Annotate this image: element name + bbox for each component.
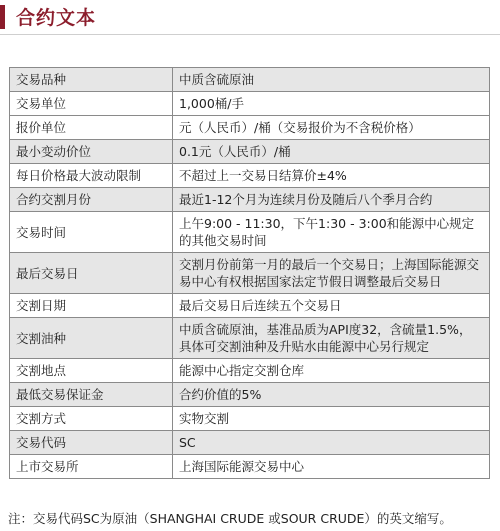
page-header [0,0,500,36]
row-value: 上海国际能源交易中心 [173,455,490,479]
row-label: 交易单位 [10,92,173,116]
row-label: 上市交易所 [10,455,173,479]
row-value: 合约价值的5% [173,383,490,407]
table-row [10,455,490,479]
table-row [10,253,490,294]
row-label: 每日价格最大波动限制 [10,164,173,188]
row-value: 中质含硫原油 [173,68,490,92]
row-label: 交割油种 [10,318,173,359]
table-row [10,359,490,383]
table-row [10,188,490,212]
page-title: 合约文本 [16,7,97,29]
row-value: 交割月份前第一月的最后一个交易日；上海国际能源交易中心有权根据国家法定节假日调整最后交易日 [173,253,490,294]
table-row [10,407,490,431]
row-value: 能源中心指定交割仓库 [173,359,490,383]
row-value: 上午9:00 - 11:30，下午1:30 - 3:00和能源中心规定的其他交易时间 [173,212,490,253]
table-row [10,164,490,188]
table-row [10,92,490,116]
table-row [10,294,490,318]
table-row [10,431,490,455]
row-value: 不超过上一交易日结算价±4% [173,164,490,188]
table-row [10,116,490,140]
table-row [10,212,490,253]
row-value: SC [173,431,490,455]
row-label: 交割日期 [10,294,173,318]
row-label: 最低交易保证金 [10,383,173,407]
row-label: 合约交割月份 [10,188,173,212]
row-value: 最近1-12个月为连续月份及随后八个季月合约 [173,188,490,212]
contract-spec-table [9,67,490,479]
row-label: 交割方式 [10,407,173,431]
row-label: 交易品种 [10,68,173,92]
header-divider [0,34,500,35]
row-label: 报价单位 [10,116,173,140]
row-value: 1,000桶/手 [173,92,490,116]
row-value: 中质含硫原油，基准品质为API度32，含硫量1.5%，具体可交割油种及升贴水由能源中心另行规定 [173,318,490,359]
row-value: 实物交割 [173,407,490,431]
row-label: 交易代码 [10,431,173,455]
row-label: 最后交易日 [10,253,173,294]
title-accent-bar [0,5,5,29]
row-value: 最后交易日后连续五个交易日 [173,294,490,318]
table-row [10,383,490,407]
row-label: 最小变动价位 [10,140,173,164]
row-label: 交易时间 [10,212,173,253]
row-label: 交割地点 [10,359,173,383]
table-row [10,68,490,92]
table-row [10,318,490,359]
row-value: 元（人民币）/桶（交易报价为不含税价格） [173,116,490,140]
row-value: 0.1元（人民币）/桶 [173,140,490,164]
footnote: 注：交易代码SC为原油（SHANGHAI CRUDE 或SOUR CRUDE）的英文缩写。 [8,511,452,526]
table-row [10,140,490,164]
